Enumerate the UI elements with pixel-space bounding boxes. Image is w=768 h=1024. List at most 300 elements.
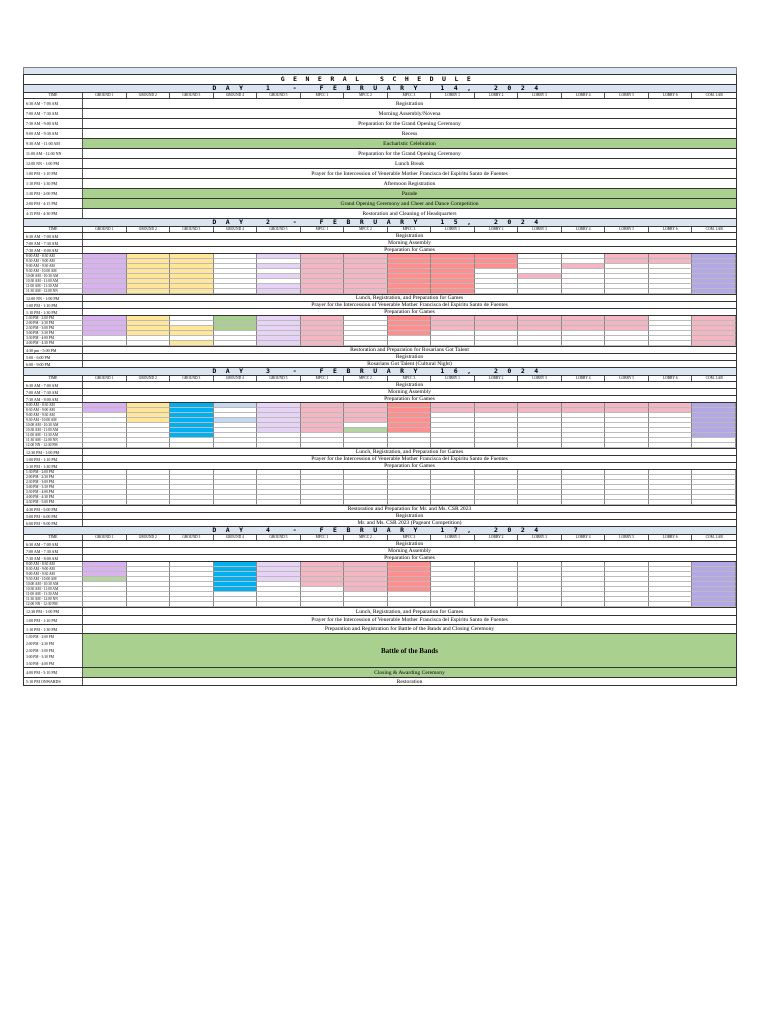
column-header: LOBBY 3 [518, 93, 562, 98]
game-slot [214, 289, 258, 294]
schedule-row [23, 395, 737, 402]
column-header: TIME [24, 376, 83, 381]
time-cell: 4:00 PM - 4:30 PM [24, 341, 83, 346]
time-cell: 11:00 AM - 11:30 AM [24, 592, 83, 597]
game-slot [518, 341, 562, 346]
schedule-row [23, 198, 737, 208]
game-slot [344, 602, 388, 607]
game-slot [649, 443, 693, 448]
schedule-row [23, 554, 737, 561]
time-cell: 8:00 AM - 8:30 AM [24, 403, 83, 408]
schedule-row [23, 547, 737, 554]
time-cell: 8:30 AM - 9:00 AM [24, 408, 83, 413]
game-slot [257, 602, 301, 607]
time-cell: 7:00 AM - 7:30 AM [24, 548, 83, 554]
schedule-row [23, 232, 737, 239]
column-header: LOBBY 3 [518, 376, 562, 381]
game-slot [431, 341, 475, 346]
schedule-row [23, 388, 737, 395]
schedule-row [23, 462, 737, 469]
column-header: MPCC 3 [388, 376, 432, 381]
time-cell: 7:00 AM - 7:30 AM [24, 109, 83, 118]
column-header: GROUND 2 [127, 93, 171, 98]
time-cell: 11:00 AM - 11:30 AM [24, 284, 83, 289]
event-cell: Parade [83, 189, 736, 198]
event-cell: Registration [83, 99, 736, 108]
day4-column-headers [23, 534, 737, 540]
event-cell: Eucharistic Celebration [83, 139, 736, 148]
event-cell: Registration [83, 541, 736, 547]
time-cell: 9:30 AM - 10:00 AM [24, 577, 83, 582]
column-header: GROUND 1 [83, 227, 127, 232]
column-header: COM. LAB [705, 93, 723, 97]
event-cell: Rosarians Got Talent (Cultural Night) [83, 361, 736, 367]
game-slot [301, 341, 345, 346]
event-cell: Lunch, Registration, and Preparation for Games [83, 295, 736, 301]
day2-section [23, 232, 737, 367]
column-header: MPCC 2 [344, 376, 388, 381]
time-cell: 10:30 AM - 11:00 AM [24, 279, 83, 284]
schedule-row [23, 188, 737, 198]
event-cell: Lunch Break [83, 159, 736, 168]
time-cell: 1:30 PM - 2:00 PM [24, 189, 83, 198]
schedule-row [23, 512, 737, 519]
column-header: GROUND 2 [127, 227, 171, 232]
game-slot [518, 500, 562, 505]
time-cell: 1:00 PM - 1:10 PM [24, 456, 83, 462]
time-cell: 12:30 PM - 1:00 PM [24, 449, 83, 455]
game-slot [692, 602, 736, 607]
time-cell: 1:10 PM - 1:30 PM [24, 463, 83, 469]
game-slot [475, 443, 519, 448]
column-header: GROUND 4 [214, 93, 258, 98]
event-cell: Recess [83, 129, 736, 138]
game-slot [344, 289, 388, 294]
column-header: GROUND 3 [170, 93, 214, 98]
event-cell: Preparation for Games [83, 555, 736, 561]
time-cell: 1:00 PM - 1:10 PM [24, 302, 83, 308]
column-header: LOBBY 2 [475, 535, 519, 540]
game-slot [214, 443, 258, 448]
column-header: LOBBY 1 [431, 376, 475, 381]
column-header: GROUND 2 [127, 376, 171, 381]
time-label: 3:30 PM - 4:00 PM [26, 662, 54, 666]
time-cell: 10:00 AM - 10:30 AM [24, 423, 83, 428]
column-header: GROUND 5 [257, 227, 301, 232]
schedule-row [23, 624, 737, 633]
event-cell: Restoration [83, 678, 736, 685]
time-cell: 3:00 PM - 3:30 PM [24, 485, 83, 490]
time-cell: 12:00 NN - 1:00 PM [24, 159, 83, 168]
time-cell: 4:15 PM - 4:30 PM [24, 209, 83, 218]
time-cell: 9:30 AM - 11:00 AM [24, 139, 83, 148]
event-cell: Preparation for Games [83, 396, 736, 402]
time-cell: 10:30 AM - 11:00 AM [24, 587, 83, 592]
event-cell: Registration [83, 233, 736, 239]
game-slot [562, 341, 606, 346]
event-cell: Preparation for Games [83, 463, 736, 469]
schedule-row [23, 301, 737, 308]
game-slot [83, 602, 127, 607]
time-cell: 7:30 AM - 9:00 AM [24, 119, 83, 128]
game-slot [301, 443, 345, 448]
event-cell: Preparation and Registration for Battle of the Bands and Closing Ceremony [83, 625, 736, 633]
time-cell: 2:30 PM - 3:00 PM [24, 480, 83, 485]
game-slot [257, 341, 301, 346]
column-header: LOBBY 4 [562, 93, 606, 98]
time-cell: 3:30 PM - 4:00 PM [24, 336, 83, 341]
time-cell: 10:30 AM - 11:00 AM [24, 428, 83, 433]
games-grid [23, 469, 737, 505]
event-cell: Morning Assembly [83, 240, 736, 246]
schedule-row [23, 448, 737, 455]
column-header: MPCC 3 [388, 93, 432, 98]
event-cell: Restoration and Preparation for Mr. and Ms. CSR 2023 [83, 506, 736, 512]
game-slot [83, 500, 127, 505]
game-slot [431, 289, 475, 294]
time-cell: 7:00 AM - 7:30 AM [24, 240, 83, 246]
schedule-row [23, 158, 737, 168]
time-cell: 7:30 AM - 8:00 AM [24, 396, 83, 402]
game-slot [257, 500, 301, 505]
day1-header: DAY 1 - FEBRUARY 14, 2024 [23, 84, 737, 92]
game-slot [170, 602, 214, 607]
day1-rows [23, 98, 737, 218]
game-slot [83, 443, 127, 448]
time-cell: 6:30 AM - 7:00 AM [24, 541, 83, 547]
column-header: GROUND 1 [83, 535, 127, 540]
time-cell: 1:00 PM - 1:10 PM [24, 616, 83, 624]
event-cell: Grand Opening Ceremony and Cheer and Dance Competition [83, 199, 736, 208]
games-grid [23, 561, 737, 607]
schedule-row [23, 138, 737, 148]
event-cell: Morning Assembly [83, 389, 736, 395]
game-slot [605, 602, 649, 607]
schedule-row [23, 353, 737, 360]
column-header: LOBBY 1 [431, 93, 475, 98]
column-header: MPCC 2 [344, 93, 388, 98]
time-cell: 10:00 AM - 10:30 AM [24, 582, 83, 587]
game-slot [692, 289, 736, 294]
game-slot [388, 443, 432, 448]
column-header: MPCC 1 [301, 535, 345, 540]
event-cell: Mr. and Ms. CSR 2023 (Pageant Competition) [83, 520, 736, 526]
schedule-row [23, 505, 737, 512]
game-slot [214, 341, 258, 346]
column-header: GROUND 3 [170, 535, 214, 540]
column-header: GROUND 1 [83, 93, 127, 98]
column-header: LOBBY 6 [649, 535, 693, 540]
day3-section [23, 381, 737, 526]
column-header: LOBBY 4 [562, 227, 606, 232]
schedule-row [23, 168, 737, 178]
column-header: MPCC 2 [344, 535, 388, 540]
time-cell: 2:00 PM - 2:30 PM [24, 321, 83, 326]
event-cell: Preparation for Games [83, 247, 736, 253]
column-header: LOBBY 1 [431, 535, 475, 540]
column-header: LOBBY 3 [518, 535, 562, 540]
event-cell: Prayer for the Intercession of Venerable Mother Francisca del Espiritu Santo de Fuentes [83, 169, 736, 178]
column-header: GROUND 4 [214, 535, 258, 540]
game-slot [692, 500, 736, 505]
column-header: MPCC 1 [301, 93, 345, 98]
time-cell: 9:30 AM - 10:00 AM [24, 418, 83, 423]
general-schedule-sheet [23, 67, 737, 686]
event-cell: Preparation for the Grand Opening Ceremony [83, 149, 736, 158]
time-cell: 2:00 PM - 2:30 PM [24, 475, 83, 480]
game-slot [692, 443, 736, 448]
game-slot [605, 341, 649, 346]
time-cell: 1:10 PM - 1:30 PM [24, 179, 83, 188]
time-cell: 9:00 AM - 9:30 AM [24, 129, 83, 138]
game-slot [431, 443, 475, 448]
game-slot [301, 289, 345, 294]
event-cell: Restoration and Preparation for Rosarians Got Talent [83, 347, 736, 353]
game-slot [127, 289, 171, 294]
schedule-row [23, 346, 737, 353]
column-header: MPCC 3 [388, 227, 432, 232]
column-header: COM. LAB [705, 376, 723, 380]
time-cell: 1:00 PM - 1:10 PM [24, 169, 83, 178]
schedule-row [23, 607, 737, 615]
game-slot [475, 289, 519, 294]
column-header: TIME [24, 535, 83, 540]
day3-header: DAY 3 - FEBRUARY 16, 2024 [23, 367, 737, 375]
game-slot [605, 289, 649, 294]
schedule-row [23, 108, 737, 118]
game-slot [257, 443, 301, 448]
time-cell: 5:10 PM ONWARDS [24, 678, 83, 685]
time-cell: 11:30 AM - 12:00 NN [24, 597, 83, 602]
game-slot [475, 341, 519, 346]
time-cell: 6:00 PM - 9:00 PM [24, 520, 83, 526]
column-header: GROUND 5 [257, 93, 301, 98]
game-slot [475, 602, 519, 607]
game-slot [562, 289, 606, 294]
game-slot [170, 500, 214, 505]
schedule-row [23, 540, 737, 547]
schedule-row [23, 677, 737, 685]
time-cell: 9:30 AM - 10:00 AM [24, 269, 83, 274]
game-slot [257, 289, 301, 294]
game-slot [518, 443, 562, 448]
schedule-row [23, 128, 737, 138]
time-label: 3:00 PM - 3:30 PM [26, 655, 54, 660]
column-header: LOBBY 5 [605, 227, 649, 232]
time-cell: 1:30 PM - 2:00 PM [24, 316, 83, 321]
column-header: LOBBY 4 [562, 376, 606, 381]
game-slot [388, 500, 432, 505]
column-header: LOBBY 6 [649, 227, 693, 232]
event-cell: Afternoon Registration [83, 179, 736, 188]
game-slot [431, 500, 475, 505]
column-header: LOBBY 5 [605, 376, 649, 381]
game-slot [127, 443, 171, 448]
time-cell: 4:30 PM - 5:00 PM [24, 506, 83, 512]
event-cell: Restoration and Cleaning of Headquarters [83, 209, 736, 218]
game-slot [518, 602, 562, 607]
game-slot [83, 289, 127, 294]
column-header: TIME [24, 227, 83, 232]
column-header: MPCC 1 [301, 227, 345, 232]
schedule-row [23, 455, 737, 462]
schedule-row [23, 308, 737, 315]
game-slot [649, 500, 693, 505]
schedule-row [23, 148, 737, 158]
game-slot [388, 602, 432, 607]
column-header: MPCC 1 [301, 376, 345, 381]
schedule-row [23, 118, 737, 128]
day1-column-headers [23, 92, 737, 98]
event-cell: Lunch, Registration, and Preparation for Games [83, 608, 736, 615]
game-slot [344, 443, 388, 448]
time-cell: 10:00 AM - 10:30 AM [24, 274, 83, 279]
game-slot [605, 443, 649, 448]
time-cell: 3:30 PM - 4:00 PM [24, 490, 83, 495]
game-slot [649, 289, 693, 294]
column-header: GROUND 2 [127, 535, 171, 540]
schedule-row [23, 519, 737, 526]
top-band [23, 67, 737, 74]
time-cell: 4:30 PM - 5:00 PM [24, 500, 83, 505]
game-slot [692, 341, 736, 346]
game-slot [562, 602, 606, 607]
games-grid [23, 402, 737, 448]
schedule-row [23, 239, 737, 246]
time-cell [24, 634, 83, 667]
event-cell: Preparation for the Grand Opening Ceremony [83, 119, 736, 128]
game-slot [127, 341, 171, 346]
event-cell: Lunch, Registration, and Preparation for Games [83, 449, 736, 455]
game-slot [388, 289, 432, 294]
game-slot [170, 289, 214, 294]
game-slot [170, 443, 214, 448]
column-header: GROUND 4 [214, 376, 258, 381]
battle-of-the-bands-block [23, 633, 737, 667]
event-cell: Closing & Awarding Ceremony [83, 668, 736, 677]
event-cell: Morning Assembly/Novena [83, 109, 736, 118]
time-cell: 3:00 PM - 3:30 PM [24, 331, 83, 336]
time-cell: 12:00 NN - 12:30 PM [24, 443, 83, 448]
time-cell: 9:00 AM - 9:30 AM [24, 572, 83, 577]
schedule-row [23, 615, 737, 624]
time-cell: 2:30 PM - 3:00 PM [24, 326, 83, 331]
day3-column-headers [23, 375, 737, 381]
time-cell: 6:30 AM - 7:00 AM [24, 382, 83, 388]
time-cell: 6:30 AM - 7:00 AM [24, 233, 83, 239]
column-header: GROUND 5 [257, 376, 301, 381]
column-header: LOBBY 5 [605, 535, 649, 540]
column-header: COM. LAB [705, 227, 723, 231]
time-cell: 12:30 PM - 1:00 PM [24, 608, 83, 615]
time-cell: 9:00 AM - 9:30 AM [24, 264, 83, 269]
game-slot [301, 602, 345, 607]
time-cell: 12:00 NN - 12:30 PM [24, 602, 83, 607]
game-slot [170, 341, 214, 346]
time-cell: 11:30 AM - 12:00 NN [24, 289, 83, 294]
column-header: LOBBY 1 [431, 227, 475, 232]
event-cell: Registration [83, 354, 736, 360]
game-slot [344, 341, 388, 346]
column-header: LOBBY 2 [475, 227, 519, 232]
time-cell: 9:00 AM - 9:30 AM [24, 413, 83, 418]
schedule-row [23, 246, 737, 253]
column-header: MPCC 2 [344, 227, 388, 232]
game-slot [605, 500, 649, 505]
day4-section [23, 540, 737, 685]
event-cell: Registration [83, 513, 736, 519]
column-header: LOBBY 6 [649, 93, 693, 98]
column-header: LOBBY 2 [475, 376, 519, 381]
time-cell: 8:30 AM - 9:00 AM [24, 567, 83, 572]
event-cell: Registration [83, 382, 736, 388]
time-cell: 11:30 AM - 12:00 NN [24, 438, 83, 443]
time-cell: 11:00 AM - 12:00 NN [24, 149, 83, 158]
time-cell: 8:00 AM - 8:30 AM [24, 254, 83, 259]
time-cell: 12:00 NN - 1:00 PM [24, 295, 83, 301]
column-header: TIME [24, 93, 83, 98]
game-slot [127, 602, 171, 607]
time-cell: 7:30 AM - 8:00 AM [24, 247, 83, 253]
time-cell: 8:30 AM - 9:00 AM [24, 259, 83, 264]
event-cell: Preparation for Games [83, 309, 736, 315]
time-cell: 6:30 AM - 7:00 AM [24, 99, 83, 108]
schedule-row [23, 294, 737, 301]
game-slot [344, 500, 388, 505]
game-slot [127, 500, 171, 505]
schedule-row [23, 208, 737, 218]
time-cell: 4:00 PM - 4:30 PM [24, 495, 83, 500]
game-slot [649, 602, 693, 607]
column-header: GROUND 1 [83, 376, 127, 381]
game-slot [301, 500, 345, 505]
schedule-row [23, 360, 737, 367]
event-cell: Morning Assembly [83, 548, 736, 554]
schedule-row [23, 98, 737, 108]
column-header: LOBBY 6 [649, 376, 693, 381]
game-slot [562, 500, 606, 505]
column-header: GROUND 4 [214, 227, 258, 232]
column-header: LOBBY 4 [562, 535, 606, 540]
event-cell: Prayer for the Intercession of Venerable Mother Francisca del Espiritu Santo de Fuentes [83, 302, 736, 308]
time-cell: 1:30 PM - 2:00 PM [24, 470, 83, 475]
game-slot [83, 341, 127, 346]
column-header: GROUND 5 [257, 535, 301, 540]
game-slot [431, 602, 475, 607]
event-cell: Battle of the Bands [83, 634, 736, 667]
column-header: MPCC 3 [388, 535, 432, 540]
game-slot [562, 443, 606, 448]
event-cell: Prayer for the Intercession of Venerable Mother Francisca del Espiritu Santo de Fuentes [83, 456, 736, 462]
time-label: 2:00 PM - 2:30 PM [26, 641, 54, 646]
time-cell: 4:30 pm - 5:00 PM [24, 347, 83, 353]
game-slot [214, 500, 258, 505]
column-header: LOBBY 5 [605, 93, 649, 98]
time-cell: 2:00 PM - 4:15 PM [24, 199, 83, 208]
time-cell: 1:10 PM - 1:30 PM [24, 625, 83, 633]
day4-header: DAY 4 - FEBRUARY 17, 2024 [23, 526, 737, 534]
day2-header: DAY 2 - FEBRUARY 15, 2024 [23, 218, 737, 226]
games-grid [23, 315, 737, 346]
column-header: COM. LAB [705, 535, 723, 539]
column-header: LOBBY 2 [475, 93, 519, 98]
time-label: 2:30 PM - 3:00 PM [26, 648, 54, 653]
time-cell: 1:10 PM - 1:30 PM [24, 309, 83, 315]
game-slot [649, 341, 693, 346]
time-cell: 6:00 - 9:00 PM [24, 361, 83, 367]
game-slot [214, 602, 258, 607]
column-header: LOBBY 3 [518, 227, 562, 232]
